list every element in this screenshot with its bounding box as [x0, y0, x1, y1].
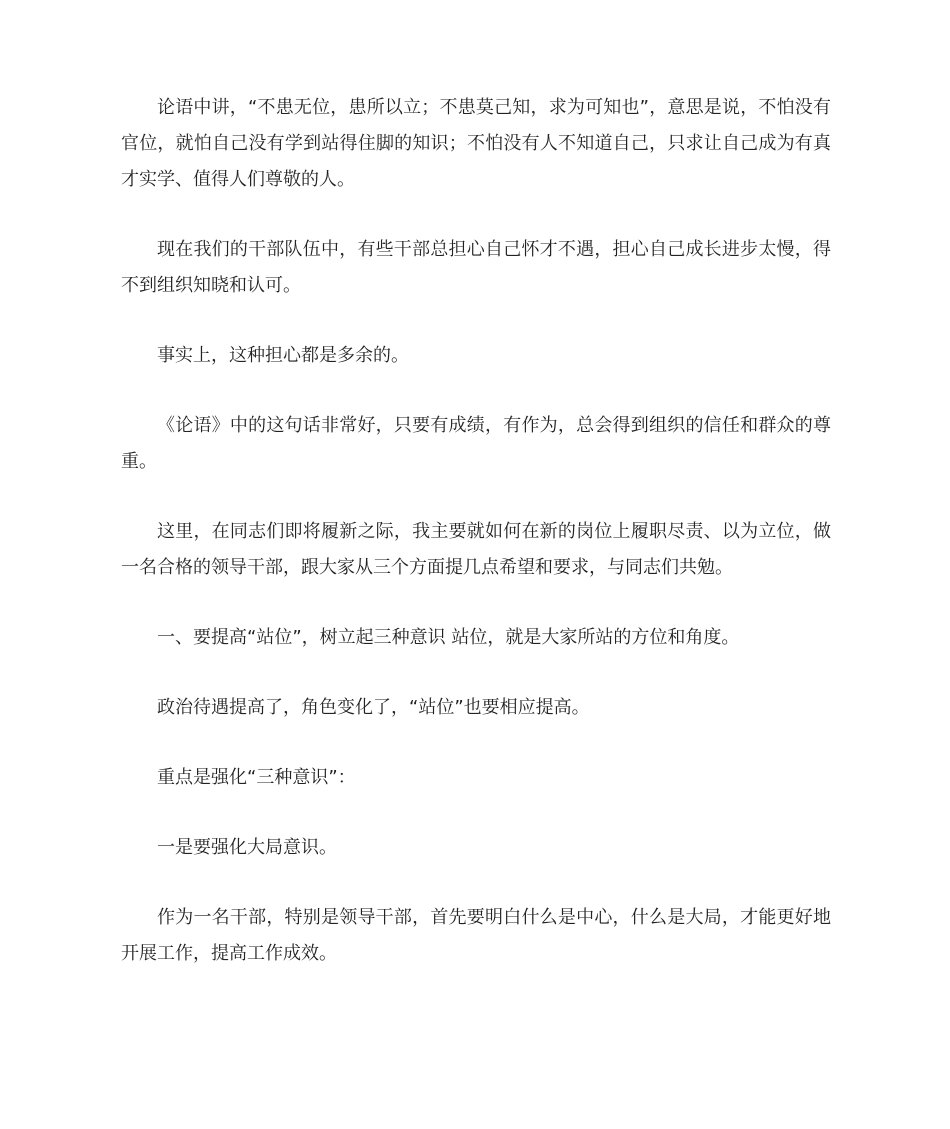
paragraph-7: 政治待遇提高了，角色变化了，“站位”也要相应提高。	[157, 697, 590, 718]
paragraph-1: 论语中讲，“不患无位，患所以立；不患莫己知，求为可知也”，意思是说，不怕没有官位，就怕自己没有学到站得住脚的知识；不怕没有人不知道自己，只求让自己成为有真才实学、值得人们尊敬的人。	[121, 97, 831, 190]
document-body	[121, 90, 831, 1006]
paragraph-3: 事实上，这种担心都是多余的。	[157, 345, 409, 366]
paragraph-8: 重点是强化“三种意识”：	[157, 767, 356, 788]
paragraph-5: 这里，在同志们即将履新之际，我主要就如何在新的岗位上履职尽责、以为立位，做一名合格的领导干部，跟大家从三个方面提几点希望和要求，与同志们共勉。	[121, 521, 831, 578]
paragraph-2: 现在我们的干部队伍中，有些干部总担心自己怀才不遇，担心自己成长进步太慢，得不到组织知晓和认可。	[121, 239, 831, 296]
paragraph-4: 《论语》中的这句话非常好，只要有成绩，有作为，总会得到组织的信任和群众的尊重。	[121, 415, 831, 472]
subheading-1: 一是要强化大局意识。	[157, 837, 337, 858]
section-heading-1: 一、要提高“站位”，树立起三种意识 站位，就是大家所站的方位和角度。	[157, 627, 740, 648]
paragraph-10: 作为一名干部，特别是领导干部，首先要明白什么是中心，什么是大局，才能更好地开展工作，提高工作成效。	[121, 907, 831, 964]
